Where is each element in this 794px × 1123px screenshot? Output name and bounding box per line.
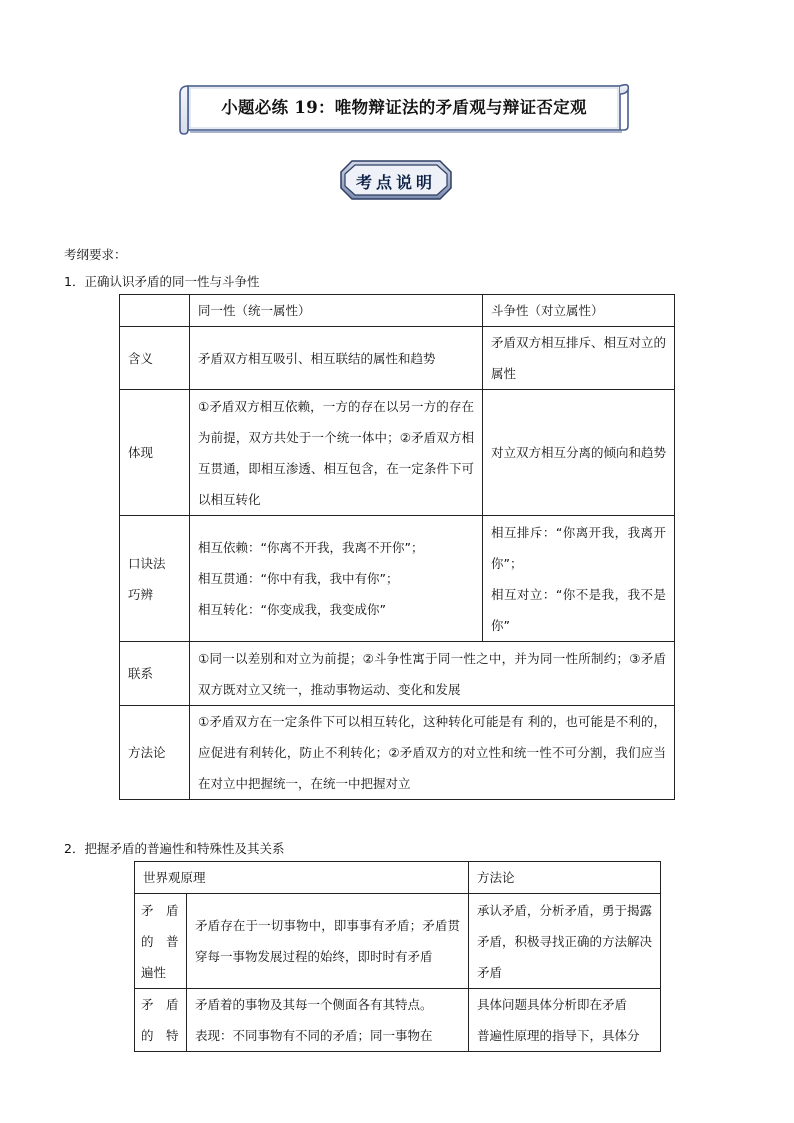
table-row [120, 516, 675, 642]
row-label-line: 矛 盾 [141, 997, 179, 1012]
page-title: 小题必练 19：唯物辩证法的矛盾观与辩证否定观 [221, 98, 587, 117]
cell-connection: ①同一以差别和对立为前提；②斗争性寓于同一性之中，并为同一性所制约；③矛盾双方既对立又统一，推动事物运动、变化和发展 [190, 642, 675, 706]
cell-universality-principle: 矛盾存在于一切事物中，即事事有矛盾；矛盾贯穿每一事物发展过程的始终，即时时有矛盾 [187, 894, 469, 989]
row-label-manifestation: 体现 [120, 390, 190, 516]
cell-particularity-principle [187, 989, 469, 1052]
cell-meaning-identity: 矛盾双方相互吸引、相互联结的属性和趋势 [190, 327, 483, 390]
title-banner [178, 80, 630, 136]
row-label-line: 的 普 [141, 933, 179, 949]
particularity-line: 具体问题具体分析即在矛盾 [477, 997, 628, 1012]
badge-label: 考点说明 [355, 173, 436, 192]
mnemonic-line: 相互对立：“你不是我，我不是你” [491, 586, 666, 633]
table-row [135, 894, 661, 989]
header-methodology: 方法论 [469, 862, 661, 894]
section-badge [340, 160, 452, 200]
row-label-methodology: 方法论 [120, 706, 190, 800]
row-label-particularity [135, 989, 187, 1052]
mnemonic-line: 相互排斥：“你离开我，我离开你”； [491, 524, 666, 571]
particularity-line: 普遍性原理的指导下，具体分 [477, 1028, 640, 1043]
header-empty-cell [120, 295, 190, 327]
cell-manifestation-identity: ①矛盾双方相互依赖，一方的存在以另一方的存在为前提，双方共处于一个统一体中；②矛盾双方相互贯通，即相互渗透、相互包含，在一定条件下可以相互转化 [190, 390, 483, 516]
table-row [120, 390, 675, 516]
header-struggle: 斗争性（对立属性） [483, 295, 675, 327]
table-row [120, 642, 675, 706]
universality-particularity-table [134, 861, 661, 1052]
table-row [120, 706, 675, 800]
row-label-line: 的 特 [141, 1028, 179, 1043]
mnemonic-line: 相互转化：“你变成我，我变成你” [198, 602, 386, 617]
mnemonic-line: 相互贯通：“你中有我，我中有你”； [198, 571, 399, 586]
row-label-mnemonic-line: 巧辨 [128, 586, 154, 602]
row-label-universality [135, 894, 187, 989]
syllabus-requirements-label: 考纲要求： [64, 247, 127, 262]
row-label-mnemonic [120, 516, 190, 642]
section1-heading: 1．正确认识矛盾的同一性与斗争性 [64, 274, 260, 289]
particularity-line: 矛盾着的事物及其每一个侧面各有其特点。 [195, 997, 433, 1012]
cell-particularity-methodology [469, 989, 661, 1052]
cell-mnemonic-struggle [483, 516, 675, 642]
cell-manifestation-struggle: 对立双方相互分离的倾向和趋势 [483, 390, 675, 516]
header-worldview-principle: 世界观原理 [135, 862, 469, 894]
mnemonic-line: 相互依赖：“你离不开我，我离不开你”； [198, 540, 424, 555]
particularity-line: 表现：不同事物有不同的矛盾；同一事物在 [195, 1028, 433, 1043]
identity-struggle-table [119, 294, 675, 800]
row-label-line: 遍性 [141, 964, 167, 980]
row-label-meaning: 含义 [120, 327, 190, 390]
cell-universality-methodology: 承认矛盾，分析矛盾，勇于揭露矛盾，积极寻找正确的方法解决矛盾 [469, 894, 661, 989]
table-row [120, 327, 675, 390]
table-row [120, 295, 675, 327]
section2-heading: 2．把握矛盾的普遍性和特殊性及其关系 [64, 841, 285, 856]
row-label-mnemonic-line: 口诀法 [128, 555, 166, 571]
table-row [135, 862, 661, 894]
row-label-line: 矛 盾 [141, 902, 179, 918]
row-label-connection: 联系 [120, 642, 190, 706]
header-identity: 同一性（统一属性） [190, 295, 483, 327]
cell-mnemonic-identity [190, 516, 483, 642]
cell-meaning-struggle: 矛盾双方相互排斥、相互对立的属性 [483, 327, 675, 390]
table-row [135, 989, 661, 1052]
cell-methodology: ①矛盾双方在一定条件下可以相互转化，这种转化可能是有 利的，也可能是不利的，应促进有利转化，防止不利转化；②矛盾双方的对立性和统一性不可分割，我们应当在对立中把握统一，在统一中把握对立 [190, 706, 675, 800]
